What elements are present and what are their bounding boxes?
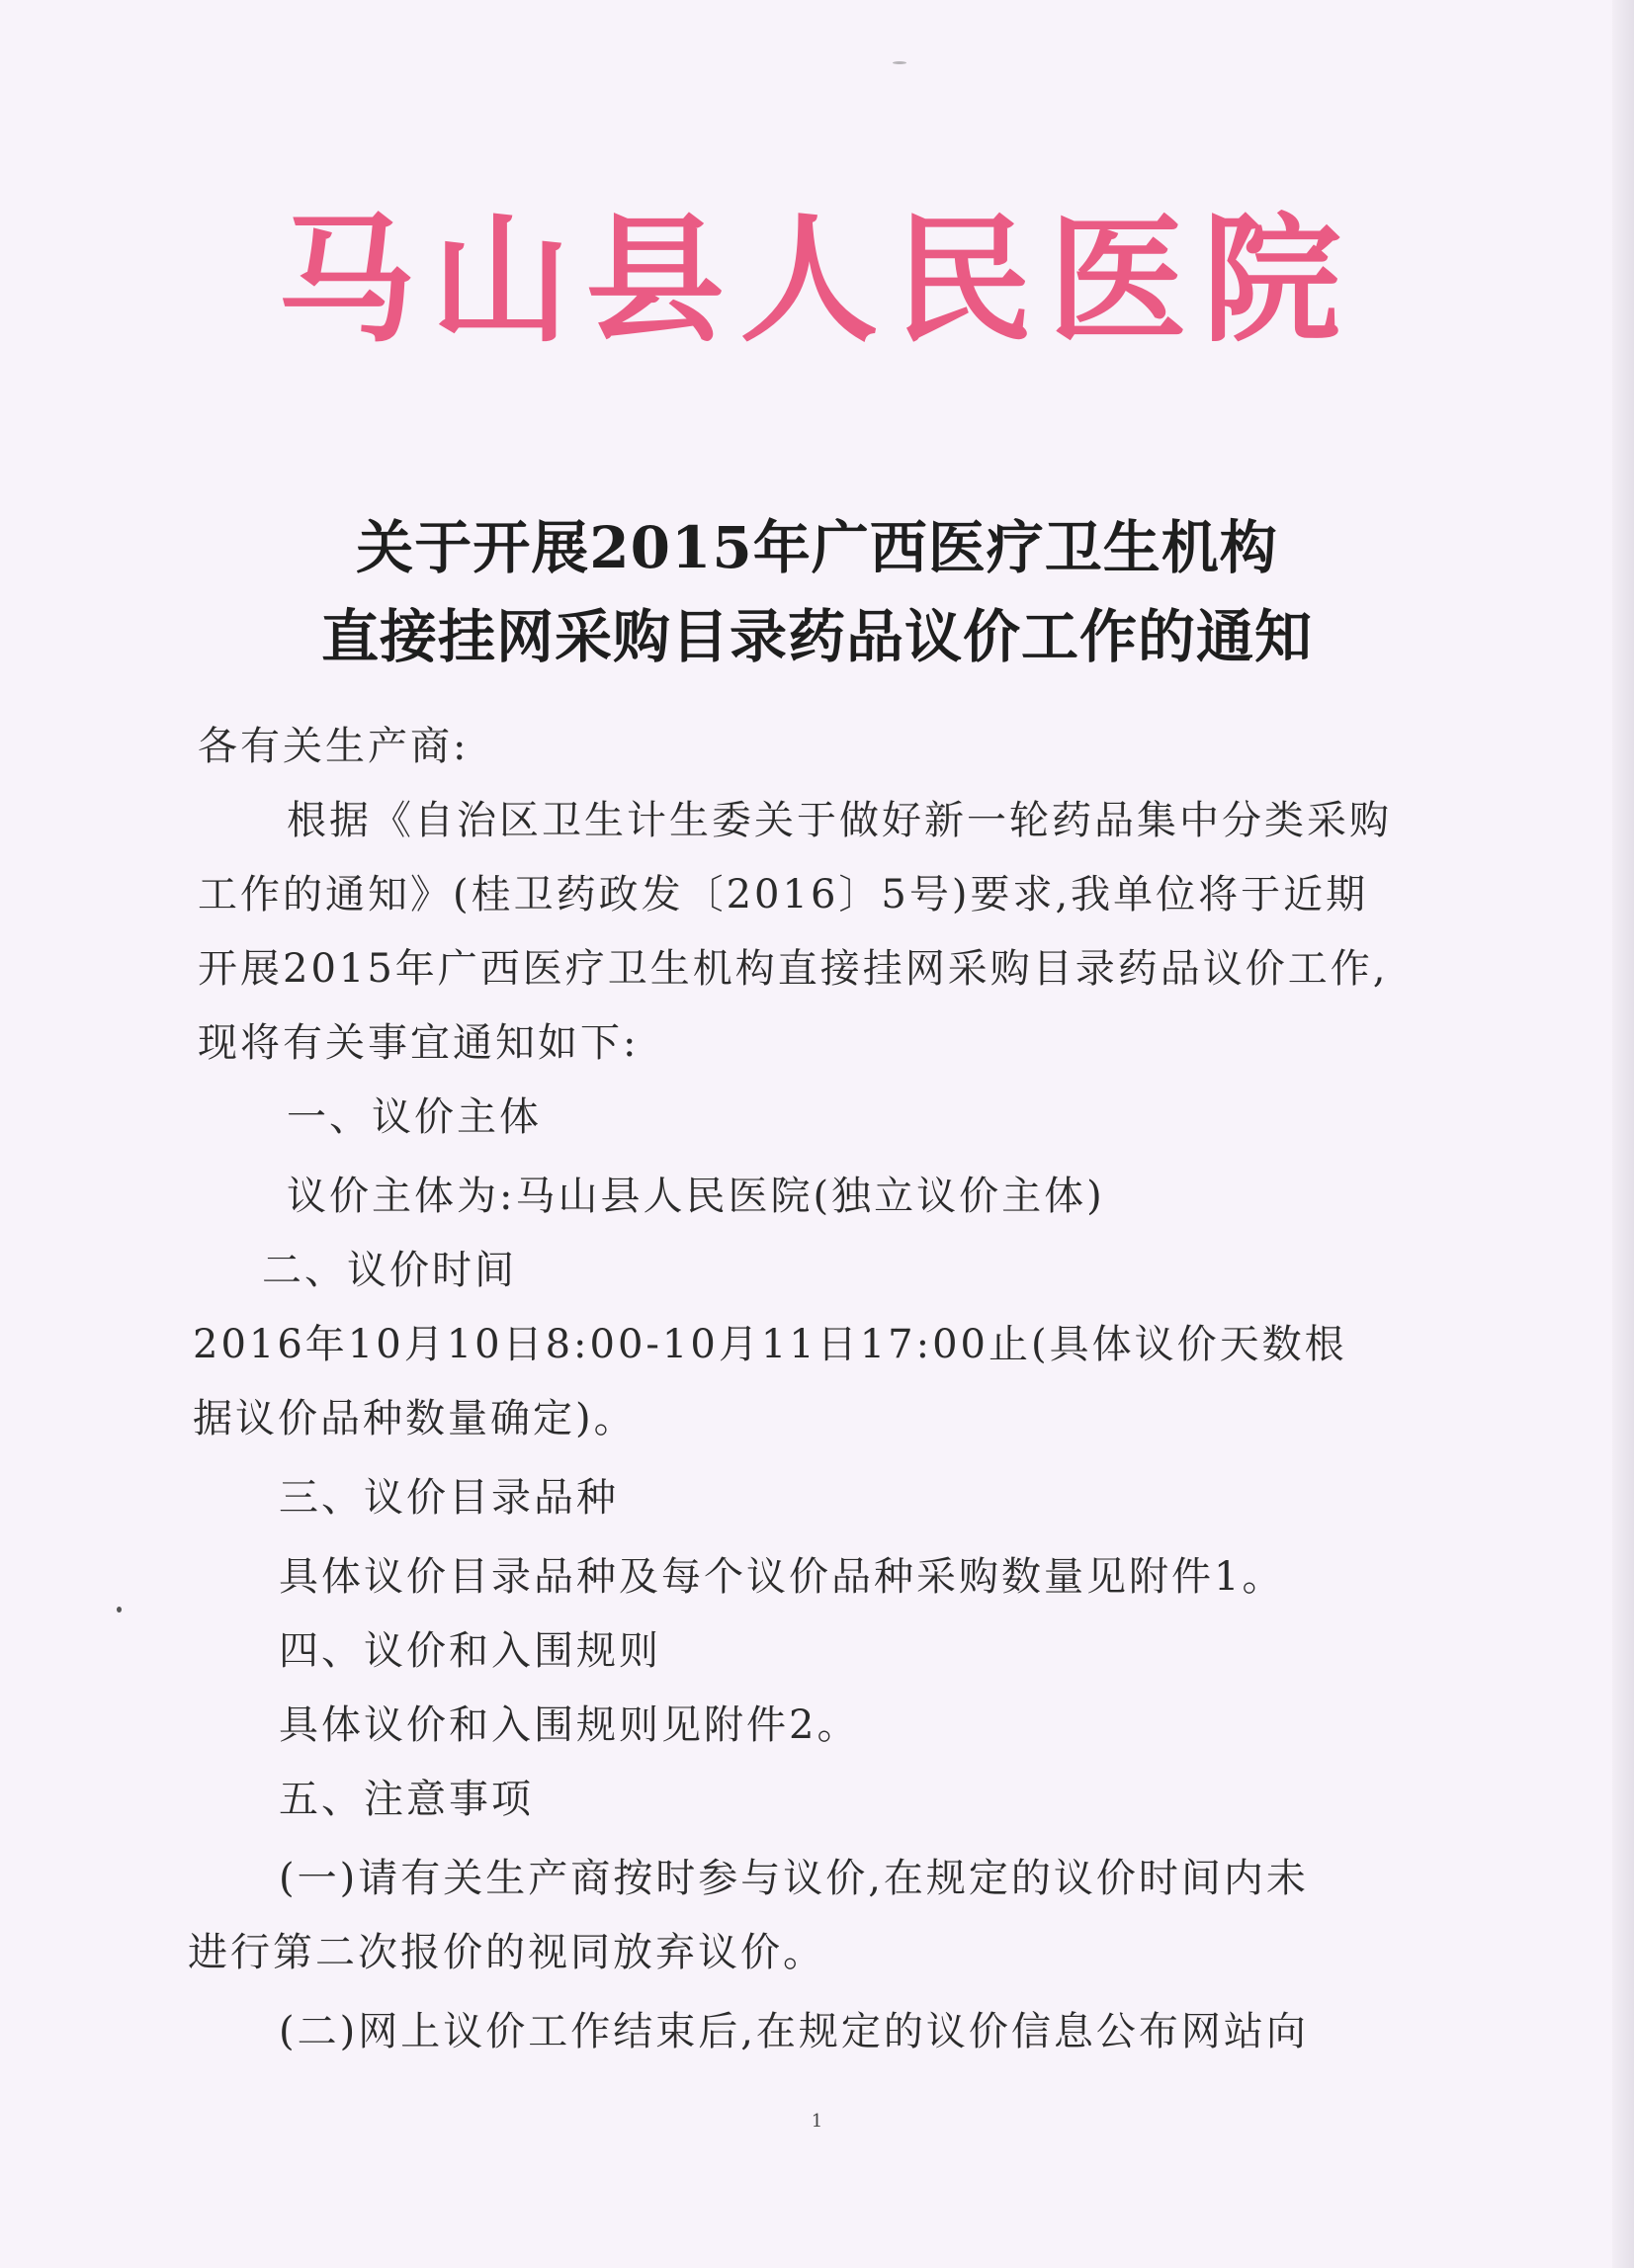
page-number: 1 [811, 2111, 823, 2132]
section-text: (二)网上议价工作结束后,在规定的议价信息公布网站向 [279, 2009, 1309, 2054]
paragraph-line: 根据《自治区卫生计生委关于做好新一轮药品集中分类采购 [287, 798, 1392, 843]
section-text: 进行第二次报价的视同放弃议价。 [188, 1930, 825, 1975]
section-heading: 一、议价主体 [287, 1094, 542, 1140]
section-text: 2016年10月10日8:00-10月11日17:00止(具体议价天数根 [193, 1322, 1347, 1367]
section-text: 具体议价目录品种及每个议价品种采购数量见附件1。 [279, 1554, 1285, 1600]
title-line-1: 关于开展2015年广西医疗卫生机构 [356, 514, 1278, 581]
title-line-2: 直接挂网采购目录药品议价工作的通知 [320, 603, 1313, 670]
section-heading: 三、议价目录品种 [279, 1475, 619, 1521]
paragraph-line: 工作的通知》(桂卫药政发〔2016〕5号)要求,我单位将于近期 [198, 872, 1369, 917]
paragraph-line: 现将有关事宜通知如下: [198, 1020, 640, 1066]
section-text: 据议价品种数量确定)。 [193, 1396, 637, 1441]
scan-speck [893, 61, 906, 64]
section-text: 议价主体为:马山县人民医院(独立议价主体) [287, 1174, 1105, 1219]
scan-speck [117, 1607, 122, 1613]
paragraph-line: 开展2015年广西医疗卫生机构直接挂网采购目录药品议价工作, [198, 946, 1389, 992]
letterhead: 马山县人民医院 [277, 201, 1357, 362]
salutation: 各有关生产商: [198, 724, 470, 769]
section-text: 具体议价和入围规则见附件2。 [279, 1702, 860, 1748]
section-text: (一)请有关生产商按时参与议价,在规定的议价时间内未 [279, 1856, 1309, 1901]
section-heading: 二、议价时间 [262, 1248, 517, 1293]
section-heading: 五、注意事项 [279, 1777, 534, 1822]
section-heading: 四、议价和入围规则 [279, 1628, 661, 1674]
